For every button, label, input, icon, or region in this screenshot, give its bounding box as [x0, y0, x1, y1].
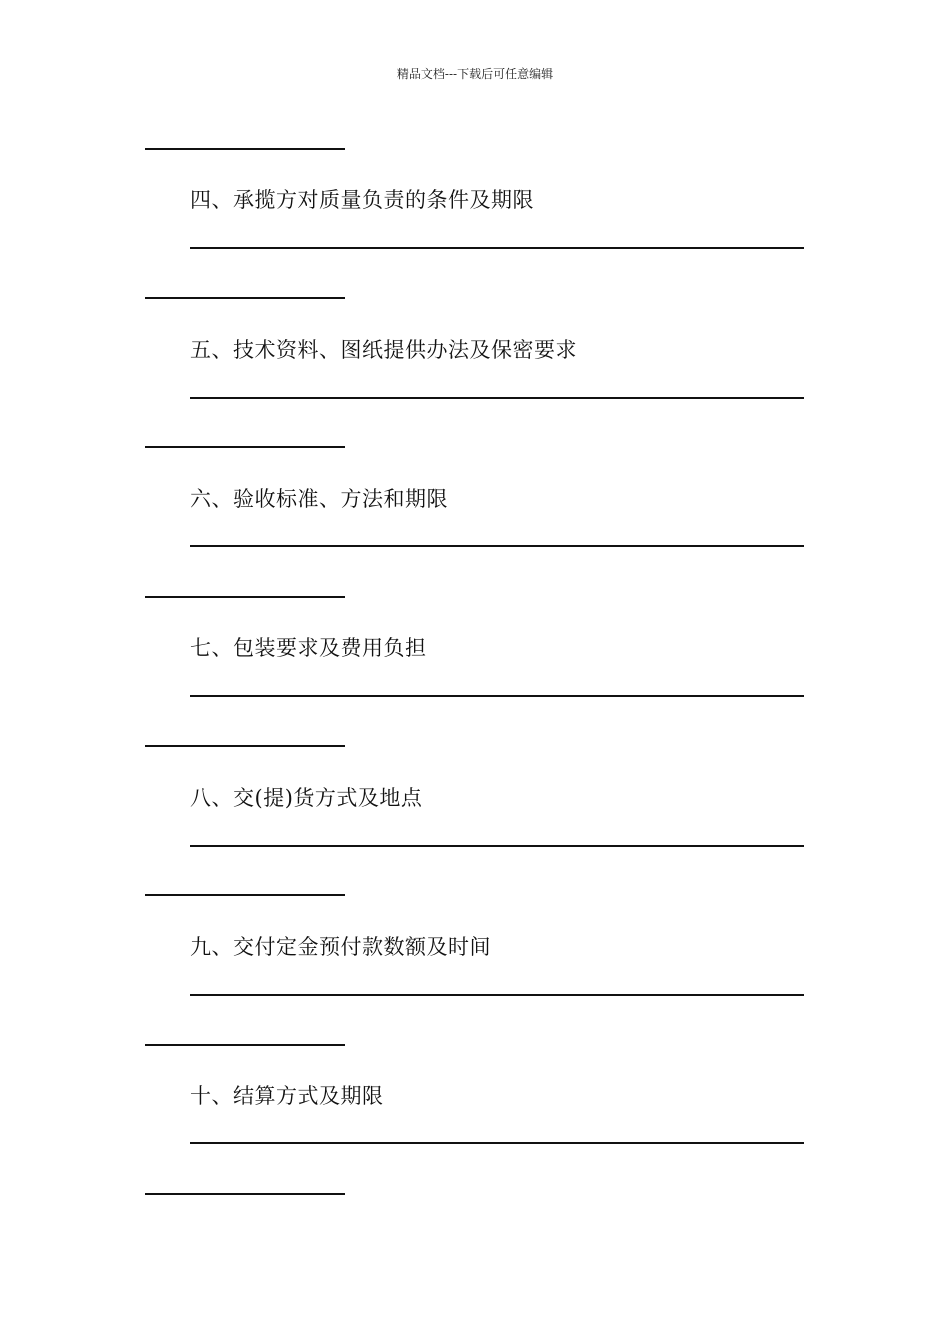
section-heading-7: 七、包装要求及费用负担	[190, 636, 427, 660]
fill-in-line[interactable]	[190, 1142, 804, 1144]
fill-in-line[interactable]	[190, 397, 804, 399]
section-heading-6: 六、验收标准、方法和期限	[190, 487, 448, 511]
section-heading-10: 十、结算方式及期限	[190, 1084, 384, 1108]
fill-in-line[interactable]	[145, 1193, 345, 1195]
fill-in-line[interactable]	[145, 297, 345, 299]
fill-in-line[interactable]	[190, 247, 804, 249]
fill-in-line[interactable]	[145, 596, 345, 598]
page-header: 精品文档---下载后可任意编辑	[396, 67, 554, 81]
section-heading-9: 九、交付定金预付款数额及时间	[190, 935, 491, 959]
fill-in-line[interactable]	[190, 994, 804, 996]
fill-in-line[interactable]	[145, 446, 345, 448]
fill-in-line[interactable]	[145, 894, 345, 896]
fill-in-line[interactable]	[145, 1044, 345, 1046]
fill-in-line[interactable]	[145, 148, 345, 150]
fill-in-line[interactable]	[190, 845, 804, 847]
section-heading-5: 五、技术资料、图纸提供办法及保密要求	[190, 338, 577, 362]
fill-in-line[interactable]	[190, 545, 804, 547]
section-heading-8: 八、交(提)货方式及地点	[190, 786, 423, 810]
fill-in-line[interactable]	[190, 695, 804, 697]
fill-in-line[interactable]	[145, 745, 345, 747]
section-heading-4: 四、承揽方对质量负责的条件及期限	[190, 188, 534, 212]
